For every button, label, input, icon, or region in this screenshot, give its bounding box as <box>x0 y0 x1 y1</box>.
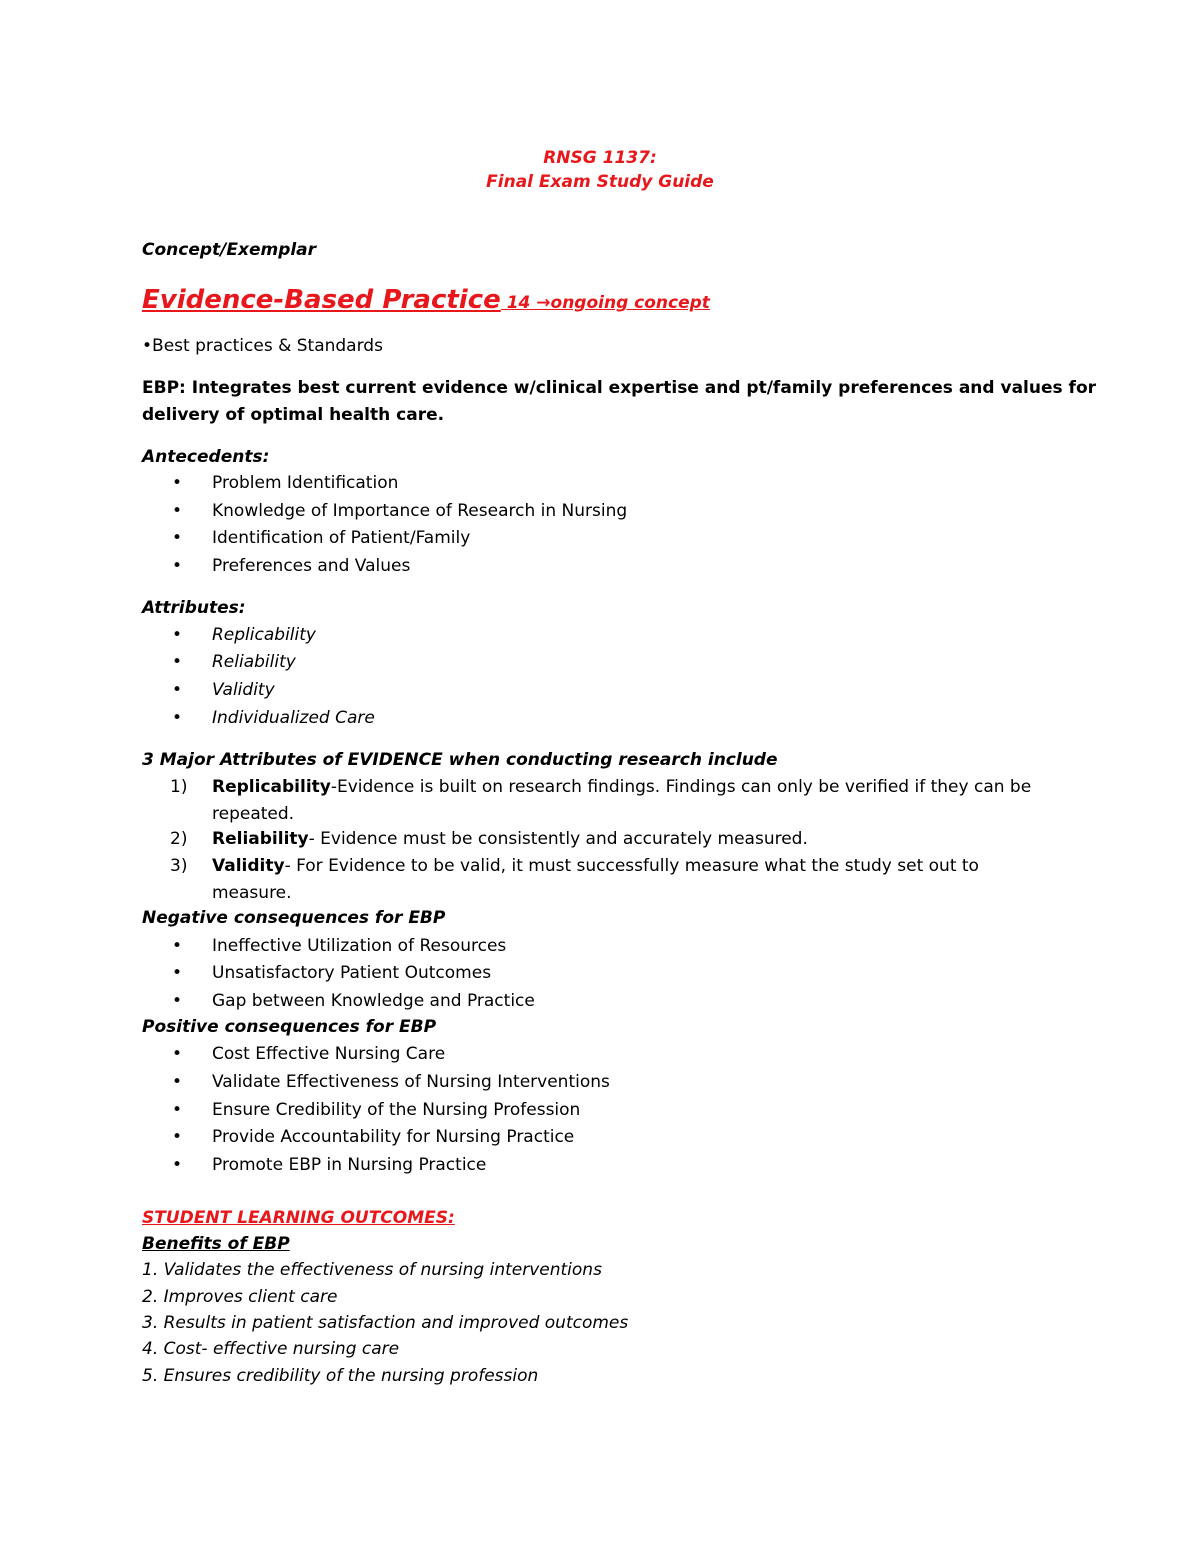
document-subtitle: Final Exam Study Guide <box>486 172 714 192</box>
benefit-item: 4. Cost- effective nursing care <box>142 1339 400 1359</box>
list-item: • Unsatisfactory Patient Outcomes <box>172 963 492 983</box>
ebp-definition-line1: EBP: Integrates best current evidence w/clinical expertise and pt/family preferences and values for <box>142 378 1097 398</box>
list-item: • Ensure Credibility of the Nursing Profession <box>172 1100 581 1120</box>
course-code: RNSG 1137: <box>543 148 657 168</box>
ebp-definition-line2: delivery of optimal health care. <box>142 405 445 425</box>
benefit-item: 2. Improves client care <box>142 1287 338 1307</box>
list-item: • Replicability <box>172 625 316 645</box>
list-item: • Provide Accountability for Nursing Practice <box>172 1127 575 1147</box>
benefit-item: 5. Ensures credibility of the nursing profession <box>142 1366 539 1386</box>
major-attributes-heading: 3 Major Attributes of EVIDENCE when conducting research include <box>142 750 778 770</box>
list-item: • Validity <box>172 680 275 700</box>
benefit-item: 3. Results in patient satisfaction and improved outcomes <box>142 1313 629 1333</box>
list-item: • Gap between Knowledge and Practice <box>172 991 535 1011</box>
outcomes-heading: STUDENT LEARNING OUTCOMES: <box>142 1208 455 1228</box>
numbered-item-continuation: repeated. <box>212 804 295 824</box>
numbered-item: 2) Reliability- Evidence must be consistently and accurately measured. <box>170 829 808 849</box>
topic-heading <box>142 284 710 316</box>
list-item: • Promote EBP in Nursing Practice <box>172 1155 487 1175</box>
list-item: • Validate Effectiveness of Nursing Interventions <box>172 1072 610 1092</box>
best-practices-line: •Best practices & Standards <box>142 336 383 356</box>
topic-note: 14 →ongoing concept <box>500 293 710 313</box>
list-item: • Reliability <box>172 652 296 672</box>
negative-heading: Negative consequences for EBP <box>142 908 446 928</box>
numbered-item: 3) Validity- For Evidence to be valid, it must successfully measure what the study set out to <box>170 856 979 876</box>
list-item: • Knowledge of Importance of Research in Nursing <box>172 501 628 521</box>
list-item: • Preferences and Values <box>172 556 411 576</box>
numbered-item-continuation: measure. <box>212 883 292 903</box>
antecedents-heading: Antecedents: <box>142 447 270 467</box>
benefits-heading: Benefits of EBP <box>142 1234 290 1254</box>
topic-title: Evidence-Based Practice <box>142 285 501 315</box>
list-item: • Cost Effective Nursing Care <box>172 1044 446 1064</box>
attributes-heading: Attributes: <box>142 598 246 618</box>
benefit-item: 1. Validates the effectiveness of nursing interventions <box>142 1260 602 1280</box>
numbered-item: 1) Replicability-Evidence is built on research findings. Findings can only be verified if they can be <box>170 777 1032 797</box>
list-item: • Ineffective Utilization of Resources <box>172 936 507 956</box>
list-item: • Problem Identification <box>172 473 399 493</box>
concept-label: Concept/Exemplar <box>142 240 317 260</box>
positive-heading: Positive consequences for EBP <box>142 1017 437 1037</box>
list-item: • Identification of Patient/Family <box>172 528 471 548</box>
list-item: • Individualized Care <box>172 708 375 728</box>
